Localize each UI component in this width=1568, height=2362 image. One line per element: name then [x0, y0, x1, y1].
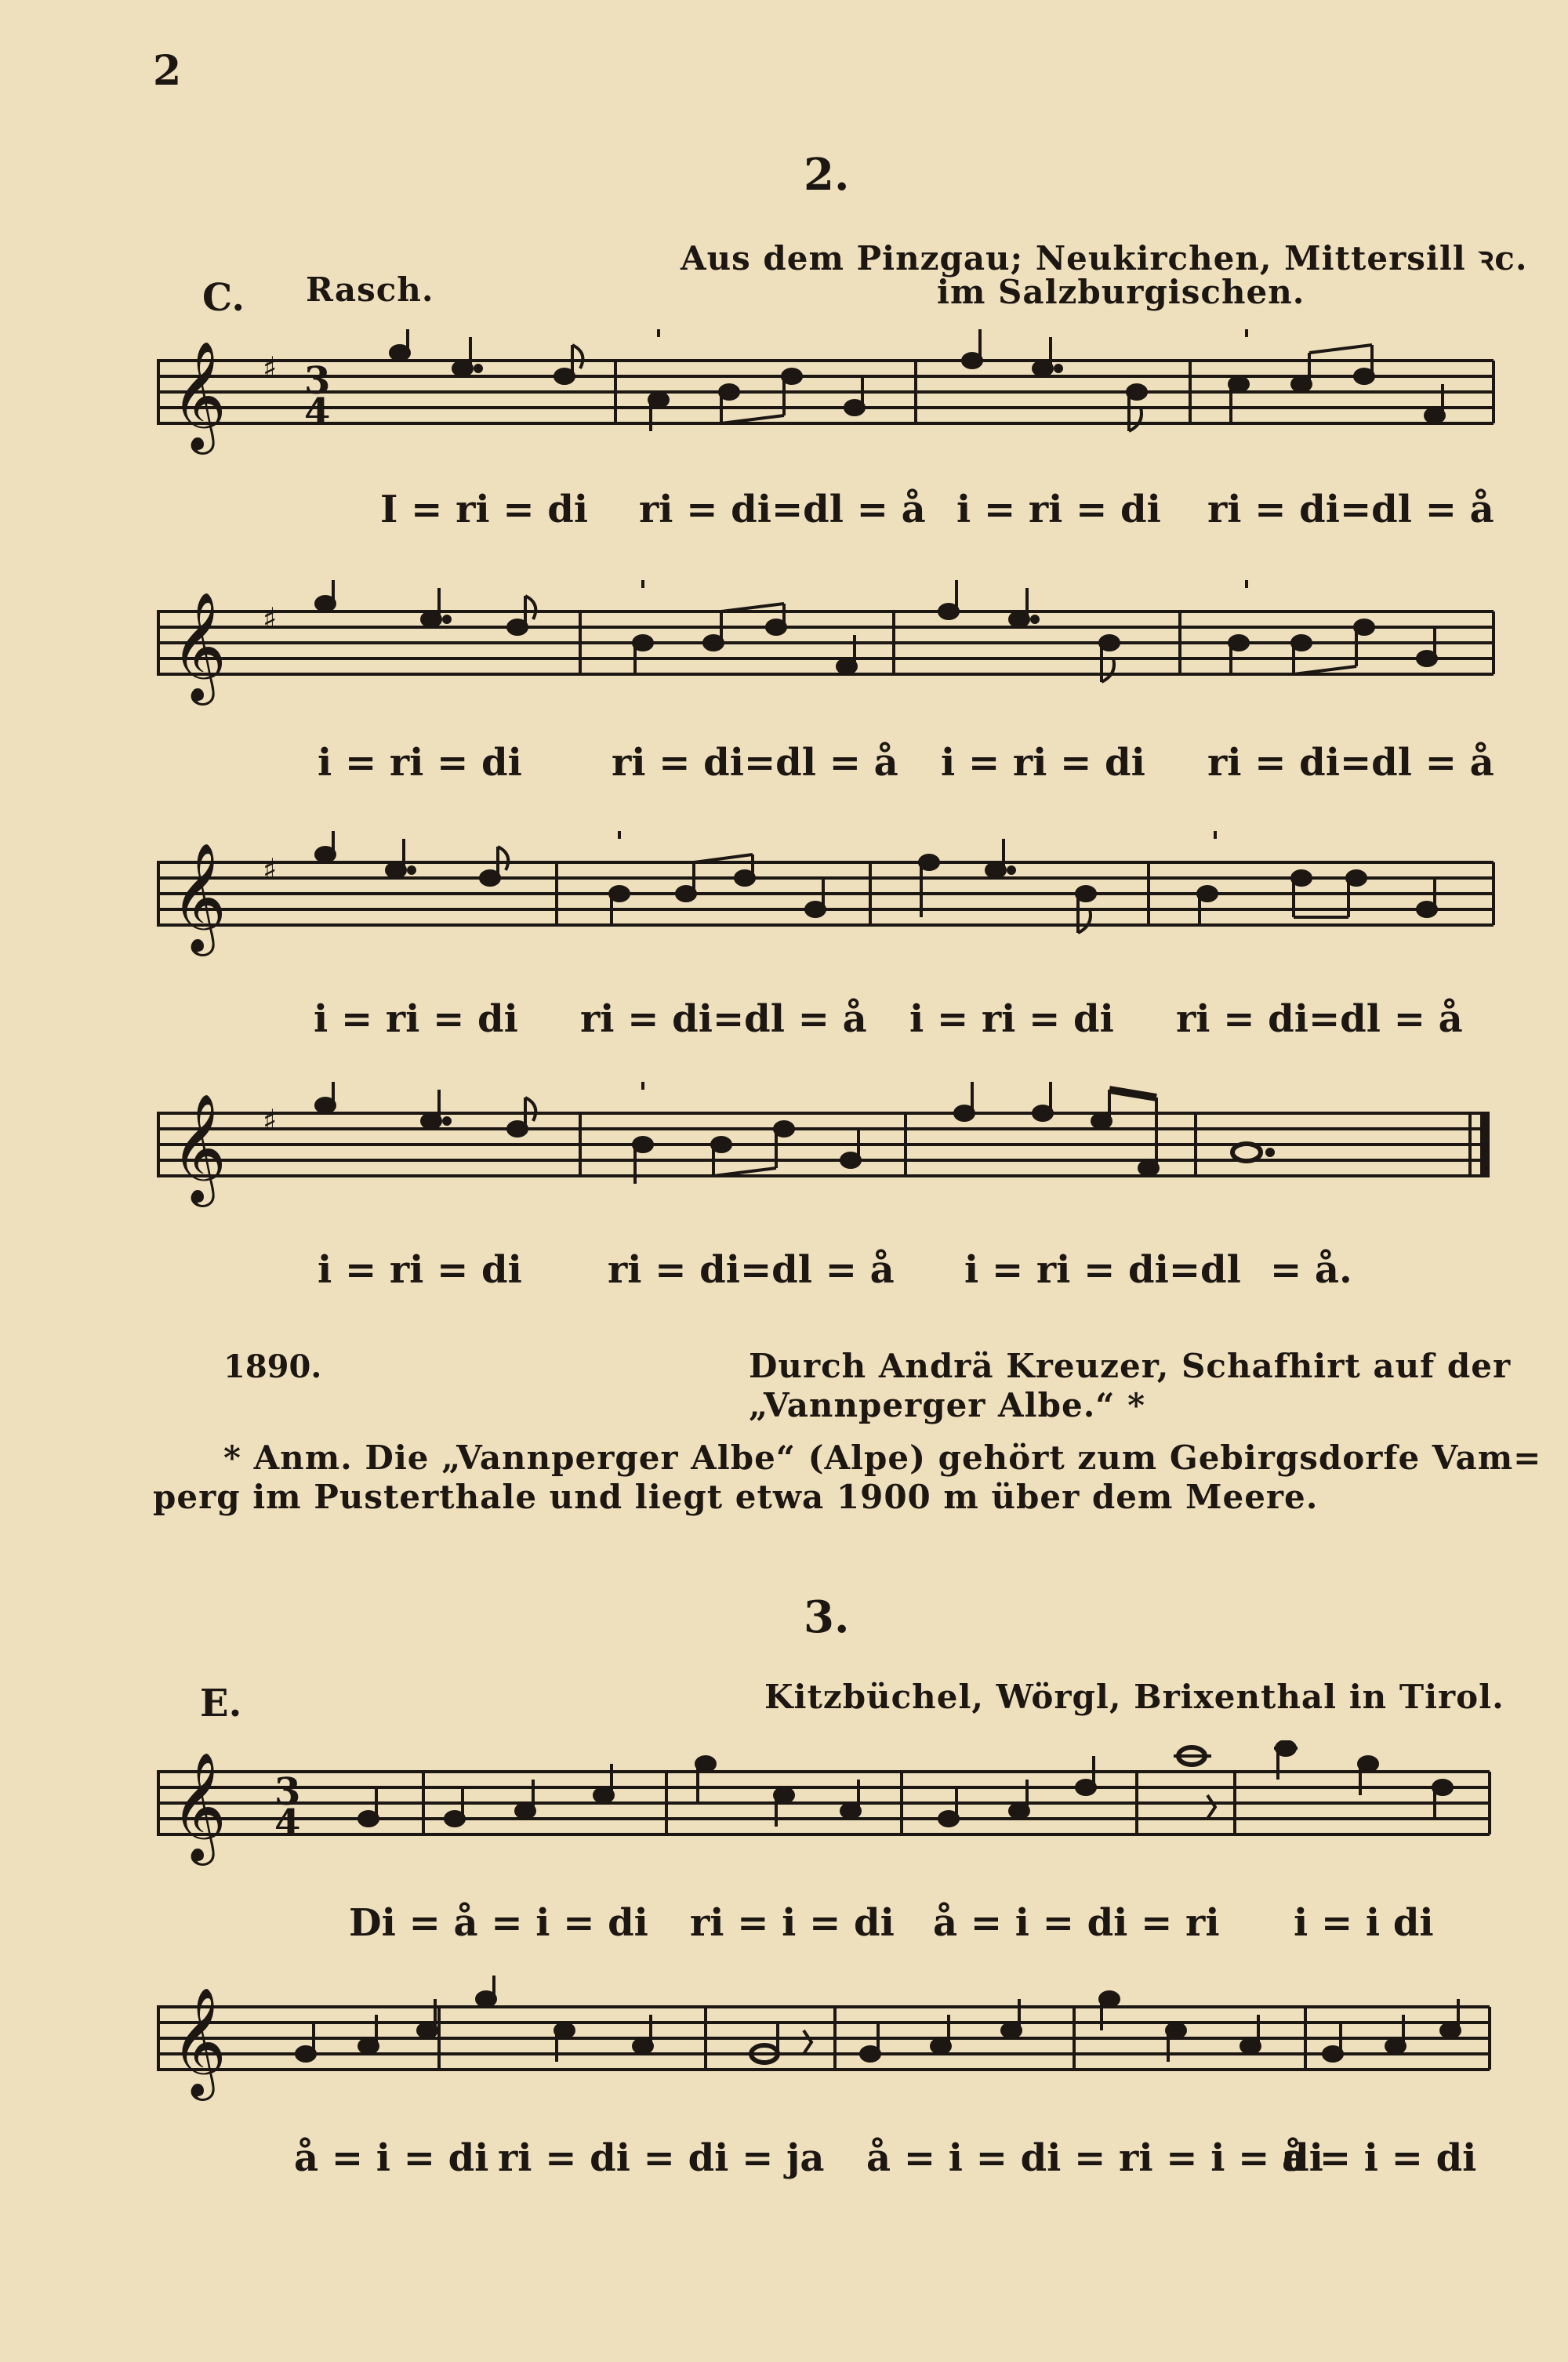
song-3-key: E. — [200, 1682, 242, 1725]
song-3-lyric-2-3: å = i = di = ri = i = di — [866, 2136, 1323, 2180]
svg-text:𝄞: 𝄞 — [171, 1752, 227, 1861]
song-3-staff-1 — [157, 1740, 1505, 1921]
svg-text:𝄞: 𝄞 — [171, 843, 227, 952]
song-2-origin-line1: Aus dem Pinzgau; Neukirchen, Mittersill ꝛc. — [681, 239, 1528, 278]
song-2-annotation-line1: * Anm. Die „Vannperger Albe“ (Alpe) gehört zum Gebirgsdorfe Vam= — [223, 1439, 1542, 1477]
song-2-origin-line2: im Salzburgischen. — [937, 273, 1305, 311]
song-2-annotation-line2: perg im Pusterthale und liegt etwa 1900 m über dem Meere. — [153, 1478, 1319, 1516]
svg-text:♯: ♯ — [263, 350, 278, 385]
song-2-source-line1: Durch Andrä Kreuzer, Schafhirt auf der — [749, 1347, 1512, 1385]
song-2-lyric-2-1: i = ri = di — [318, 741, 522, 785]
song-2-staff-4 — [157, 1082, 1505, 1262]
song-2-lyric-4-1: i = ri = di — [318, 1248, 522, 1292]
song-2-lyric-1-3: i = ri = di — [956, 488, 1161, 532]
song-3-lyric-1-4: i = i di — [1294, 1901, 1434, 1945]
song-2-staff-1 — [157, 329, 1505, 510]
song-3-lyric-1-2: ri = i = di — [690, 1901, 895, 1945]
time-sig-top: 3 — [304, 359, 331, 403]
song-3-lyric-2-2: ri = di = di = ja — [498, 2136, 825, 2180]
song-2-lyric-4-3: i = ri = di=dl — [964, 1248, 1241, 1292]
song-3-lyric-1-1: Di = å = i = di — [349, 1901, 648, 1945]
page-number: 2 — [153, 47, 182, 95]
svg-text:𝄞: 𝄞 — [171, 1094, 227, 1203]
svg-text:𝄞: 𝄞 — [171, 341, 227, 450]
song-2-staff-2 — [157, 580, 1505, 760]
song-2-lyric-1-1: I = ri = di — [380, 488, 589, 532]
song-2-lyric-1-4: ri = di=dl = å — [1207, 488, 1494, 532]
song-2-tempo: Rasch. — [306, 270, 434, 309]
song-2-source-line2: „Vannperger Albe.“ * — [749, 1386, 1146, 1424]
song-2-lyric-3-3: i = ri = di — [909, 997, 1114, 1041]
song-2-lyric-4-2: ri = di=dl = å — [608, 1248, 895, 1292]
song-3-staff-2 — [157, 1976, 1505, 2156]
song-2-lyric-2-4: ri = di=dl = å — [1207, 741, 1494, 785]
song-2-lyric-4-4: = å. — [1270, 1248, 1352, 1292]
song-3-number: 3. — [804, 1591, 850, 1643]
song-2-lyric-2-2: ri = di=dl = å — [612, 741, 898, 785]
song-2-key: C. — [202, 276, 245, 320]
song-2-year: 1890. — [223, 1348, 322, 1385]
song-3-origin: Kitzbüchel, Wörgl, Brixenthal in Tirol. — [764, 1678, 1504, 1716]
song-2-lyric-2-3: i = ri = di — [941, 741, 1145, 785]
time-sig-top: 3 — [274, 1770, 301, 1814]
song-3-lyric-2-4: å = i = di — [1282, 2136, 1477, 2180]
svg-text:♯: ♯ — [263, 601, 278, 636]
time-sig-bottom: 4 — [274, 1801, 301, 1845]
song-2-number: 2. — [804, 149, 850, 201]
svg-text:𝄞: 𝄞 — [171, 1987, 227, 2096]
song-3-lyric-1-3: å = i = di = ri — [933, 1901, 1220, 1945]
song-2-lyric-3-1: i = ri = di — [314, 997, 518, 1041]
svg-text:♯: ♯ — [263, 1103, 278, 1137]
svg-text:𝄞: 𝄞 — [171, 592, 227, 701]
song-2-staff-3 — [157, 831, 1505, 1011]
song-2-lyric-3-2: ri = di=dl = å — [580, 997, 867, 1041]
svg-text:♯: ♯ — [263, 852, 278, 887]
song-3-lyric-2-1: å = i = di — [294, 2136, 489, 2180]
time-sig-bottom: 4 — [304, 390, 331, 434]
song-2-lyric-3-4: ri = di=dl = å — [1176, 997, 1463, 1041]
song-2-lyric-1-2: ri = di=dl = å — [639, 488, 926, 532]
